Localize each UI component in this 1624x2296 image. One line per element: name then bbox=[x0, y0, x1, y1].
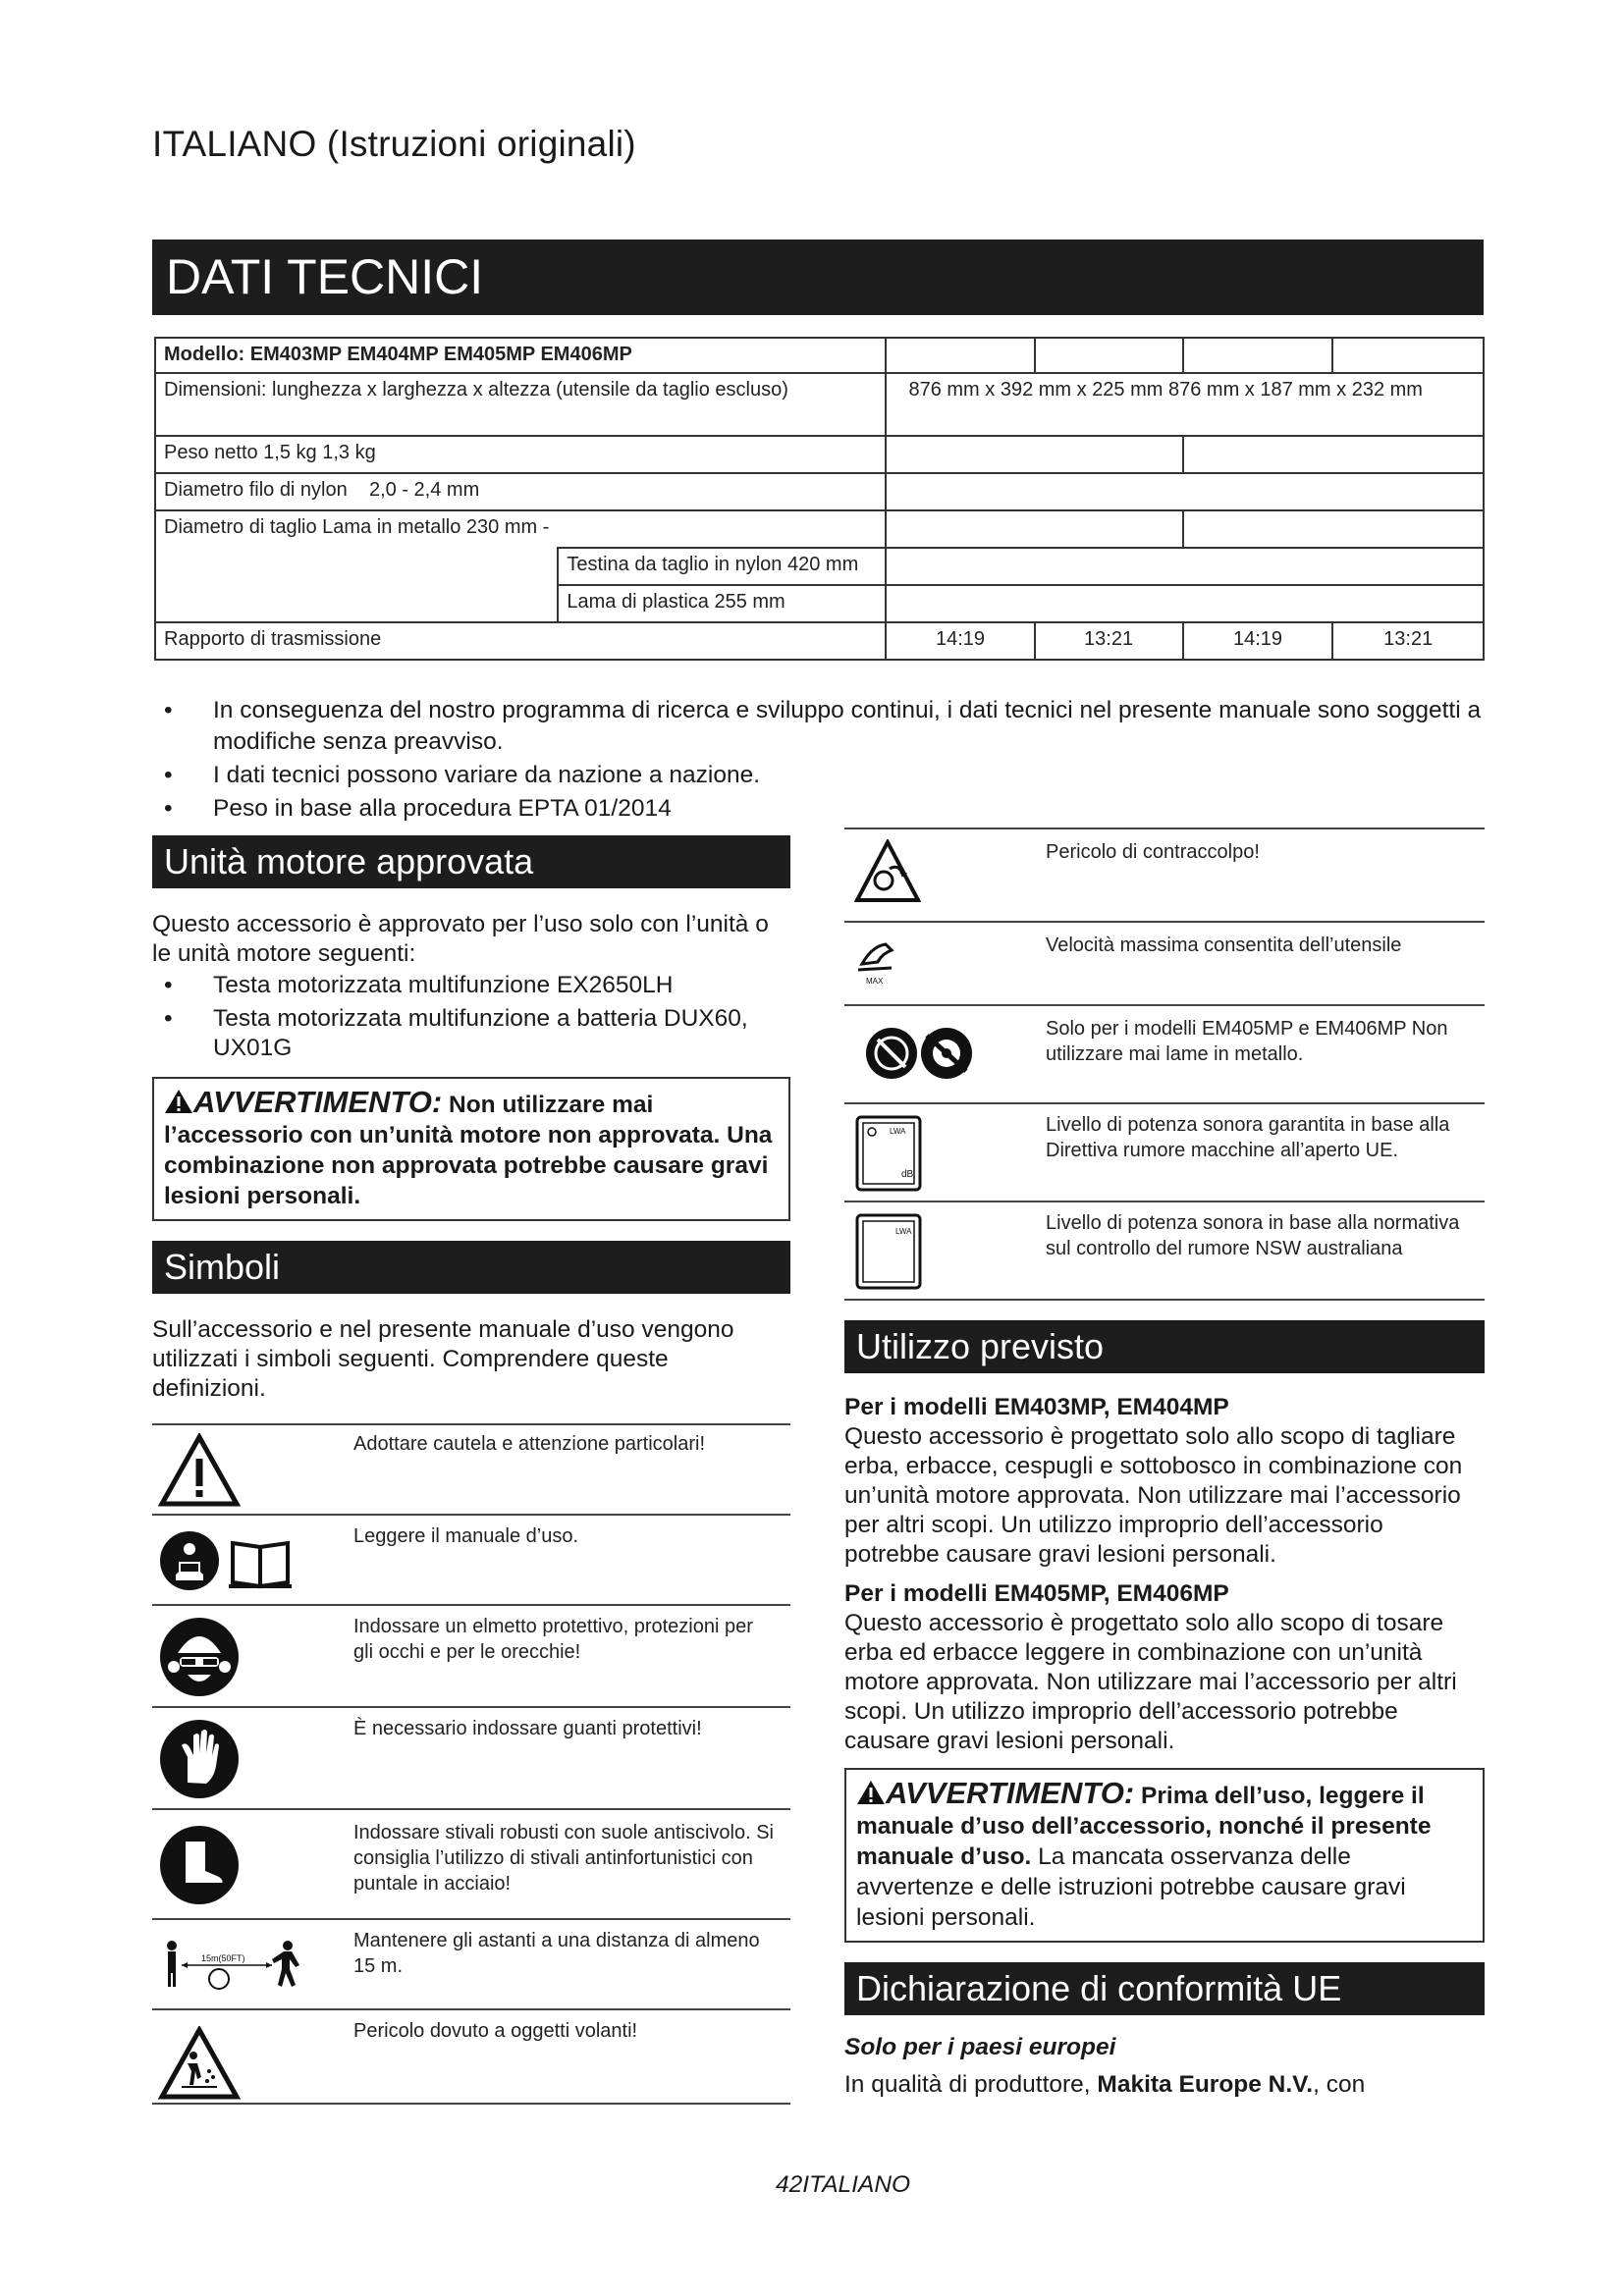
distance-15m-icon bbox=[158, 1938, 305, 1998]
symbols-table-left bbox=[152, 1423, 790, 2105]
warning-box-intended-use: AVVERTIMENTO: Prima dell’uso, leggere il manuale d’uso dell’accessorio, nonché il presente manuale d’uso. La mancata osservanza delle avvertenze e delle istruzioni potrebbe causare gravi lesioni personali. bbox=[844, 1768, 1485, 1943]
warning-triangle-icon bbox=[856, 1780, 886, 1805]
section-header-approved: Unità motore approvata bbox=[152, 835, 790, 888]
spec-row-nylon: Diametro filo di nylon 2,0 - 2,4 mm bbox=[155, 473, 886, 510]
symbol-row: Indossare stivali robusti con suole antiscivolo. Si consiglia l’utilizzo di stivali antinfortunistici con puntale in acciaio! bbox=[152, 1810, 790, 1920]
svg-text:LWA: LWA bbox=[890, 1127, 906, 1136]
ratio-cell: 14:19 bbox=[886, 622, 1034, 660]
list-item: • Testa motorizzata multifunzione EX2650LH bbox=[164, 972, 674, 998]
svg-text:MAX: MAX bbox=[866, 977, 884, 986]
symbols-intro: Sull’accessorio e nel presente manuale d’uso vengono utilizzati i simboli seguenti. Comprendere queste definizioni. bbox=[152, 1316, 734, 1402]
warning-triangle-icon bbox=[164, 1089, 193, 1114]
spec-row-ratio: Rapporto di trasmissione bbox=[155, 622, 886, 660]
list-item: • I dati tecnici possono variare da nazione a nazione. bbox=[164, 762, 761, 788]
symbol-row: Indossare un elmetto protettivo, protezioni per gli occhi e per le orecchie! bbox=[152, 1606, 790, 1708]
intended-use-text-2: Questo accessorio è progettato solo allo scopo di tosare erba ed erbacce leggere in combinazione con un’unità motore approvata. Non utilizzare mai l’accessorio per altri scopi. Un utilizzo improprio dell’accessorio potrebbe causare gravi lesioni personali. bbox=[844, 1610, 1457, 1754]
right-column bbox=[844, 828, 1485, 2100]
spec-row-model: Modello: EM403MP EM404MP EM405MP EM406MP bbox=[155, 338, 886, 373]
svg-text:LWA: LWA bbox=[895, 1227, 912, 1236]
symbol-row: Adottare cautela e attenzione particolari! bbox=[152, 1425, 790, 1516]
spec-row-cut-plastic: Lama di plastica 255 mm bbox=[558, 585, 886, 622]
sound-power-nsw-icon bbox=[854, 1212, 923, 1296]
section-header-simboli: Simboli bbox=[152, 1241, 790, 1294]
spec-row-cut-diameter: Diametro di taglio Lama in metallo 230 mm - bbox=[164, 516, 550, 538]
symbol-row: LWA dB Livello di potenza sonora garantita in base alla Direttiva rumore macchine all’aperto UE. bbox=[844, 1104, 1485, 1202]
subheading-em405-em406: Per i modelli EM405MP, EM406MP bbox=[844, 1580, 1229, 1607]
ratio-cell: 13:21 bbox=[1332, 622, 1484, 660]
spec-row-cut-nylon: Testina da taglio in nylon 420 mm bbox=[558, 548, 886, 585]
approved-intro: Questo accessorio è approvato per l’uso solo con l’unità o le unità motore seguenti: bbox=[152, 911, 769, 967]
spec-row-dimensions-value: 876 mm x 392 mm x 225 mm 876 mm x 187 mm x 232 mm bbox=[886, 373, 1484, 436]
ratio-cell: 14:19 bbox=[1183, 622, 1333, 660]
intended-use-text-1: Questo accessorio è progettato solo allo scopo di tagliare erba, erbacce, cespugli e sottobosco in combinazione con un’unità motore approvata. Non utilizzare mai l’accessorio per altri scopi. Un utilizzo improprio dell’accessorio potrebbe causare gravi lesioni personali. bbox=[844, 1423, 1463, 1568]
notes-list bbox=[152, 695, 1488, 827]
symbol-row: È necessario indossare guanti protettivi! bbox=[152, 1708, 790, 1810]
section-header-dati-tecnici: DATI TECNICI bbox=[152, 240, 1484, 315]
list-item: • In conseguenza del nostro programma di ricerca e sviluppo continui, i dati tecnici nel presente manuale sono soggetti a modifiche senza preavviso. bbox=[164, 697, 1482, 755]
subheading-european: Solo per i paesi europei bbox=[844, 2034, 1116, 2060]
symbol-row: Solo per i modelli EM405MP e EM406MP Non utilizzare mai lame in metallo. bbox=[844, 1006, 1485, 1104]
symbol-row: Pericolo dovuto a oggetti volanti! bbox=[152, 2010, 790, 2105]
symbol-row: 15m(50FT) Mantenere gli astanti a una distanza di almeno 15 m. bbox=[152, 1920, 790, 2010]
spec-table bbox=[154, 337, 1485, 661]
svg-text:dB: dB bbox=[901, 1169, 914, 1180]
no-metal-blade-icon bbox=[864, 1026, 974, 1086]
conformity-text: In qualità di produttore, Makita Europe N.V., con bbox=[844, 2071, 1366, 2098]
subheading-em403-em404: Per i modelli EM403MP, EM404MP bbox=[844, 1394, 1229, 1420]
spec-row-weight: Peso netto 1,5 kg 1,3 kg bbox=[155, 436, 886, 473]
page-title: ITALIANO (Istruzioni originali) bbox=[152, 124, 636, 164]
page-footer: 42ITALIANO bbox=[776, 2171, 911, 2198]
list-item: • Peso in base alla procedura EPTA 01/2014 bbox=[164, 795, 672, 822]
boots-icon bbox=[158, 1824, 241, 1911]
symbol-row: Pericolo di contraccolpo! bbox=[844, 829, 1485, 923]
warning-triangle-icon bbox=[158, 1433, 241, 1513]
sound-power-eu-icon bbox=[854, 1114, 923, 1198]
flying-objects-icon bbox=[158, 2026, 241, 2106]
svg-text:15m(50FT): 15m(50FT) bbox=[201, 1953, 245, 1963]
list-item: • Testa motorizzata multifunzione a batteria DUX60, UX01G bbox=[164, 1005, 748, 1061]
symbols-table-right bbox=[844, 828, 1485, 1301]
ratio-cell: 13:21 bbox=[1035, 622, 1183, 660]
symbol-row: MAX Velocità massima consentita dell’utensile bbox=[844, 923, 1485, 1006]
spec-row-dimensions-label: Dimensioni: lunghezza x larghezza x altezza (utensile da taglio escluso) bbox=[155, 373, 886, 436]
left-column bbox=[152, 835, 790, 2105]
kickback-icon bbox=[854, 839, 921, 909]
section-header-conformita: Dichiarazione di conformità UE bbox=[844, 1962, 1485, 2015]
helmet-goggles-earmuffs-icon bbox=[158, 1616, 241, 1703]
warning-box-approved: AVVERTIMENTO: Non utilizzare mai l’accessorio con un’unità motore non approvata. Una combinazione non approvata potrebbe causare gravi lesioni personali. bbox=[152, 1077, 790, 1221]
symbol-row: Leggere il manuale d’uso. bbox=[152, 1516, 790, 1606]
symbol-row: LWA Livello di potenza sonora in base alla normativa sul controllo del rumore NSW australiana bbox=[844, 1202, 1485, 1301]
max-speed-icon bbox=[852, 936, 907, 996]
section-header-utilizzo: Utilizzo previsto bbox=[844, 1320, 1485, 1373]
read-manual-icon bbox=[158, 1529, 296, 1597]
gloves-icon bbox=[158, 1718, 241, 1805]
